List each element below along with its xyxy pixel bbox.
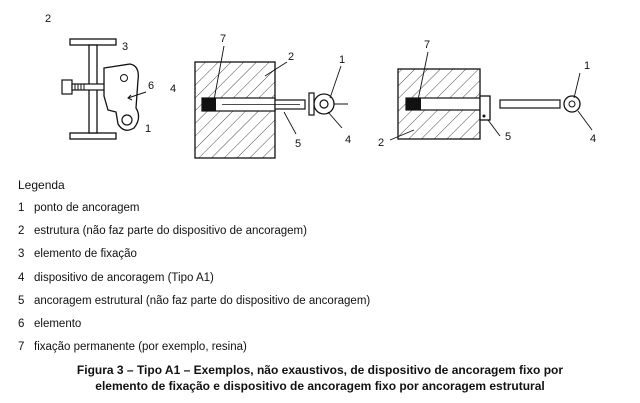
drawing-beam-clamp [45,13,154,139]
legend-item [18,316,370,339]
caption-line-1: Figura 3 – Tipo A1 – Exemplos, não exaustivos, de dispositivo de ancoragem fixo por [76,363,564,377]
label-1: 1 [145,123,152,135]
legend-number: 4 [18,271,25,284]
label-7: 7 [220,33,227,45]
label-5: 5 [505,131,512,143]
label-7: 7 [424,39,431,51]
legend-item [18,200,370,223]
legend-item [18,246,370,269]
legend-text: estrutura (não faz parte do dispositivo de ancoragem) [34,225,307,238]
legend-text: dispositivo de ancoragem (Tipo A1) [34,271,214,284]
legend-title: Legenda [18,178,65,192]
label-4: 4 [170,83,177,95]
legend-number: 2 [18,225,25,238]
legend-number: 1 [18,202,25,214]
legend-number: 3 [18,248,25,261]
drawing-wall-anchor-eye [170,33,351,158]
legend-number: 7 [18,341,25,354]
legend-item [18,270,370,293]
label-4: 4 [345,134,352,146]
label-1: 1 [584,60,591,72]
legend-number: 6 [18,317,25,330]
legend-number: 5 [18,294,25,307]
legend-list [18,200,370,362]
label-4: 4 [590,133,597,145]
legend-text: fixação permanente (por exemplo, resina) [34,341,247,354]
legend-text: elemento [34,317,82,330]
label-2: 2 [45,13,52,25]
anchorage-figure [0,0,640,175]
label-2: 2 [288,51,295,63]
label-1: 1 [339,54,346,66]
figure-caption [0,362,640,394]
legend-item [18,293,370,316]
label-6: 6 [148,80,155,92]
label-5: 5 [295,138,302,150]
legend-text: ponto de ancoragem [34,202,140,214]
legend-item [18,223,370,246]
legend-text: ancoragem estrutural (não faz parte do dispositivo de ancoragem) [34,294,371,307]
legend-text: elemento de fixação [34,248,137,261]
legend-item [18,339,370,362]
caption-line-2: elemento de fixação e dispositivo de ancoragem fixo por ancoragem estrutural [95,379,545,393]
drawing-wall-nut-rod [378,39,596,149]
label-2: 2 [378,137,385,149]
label-3: 3 [122,41,129,53]
